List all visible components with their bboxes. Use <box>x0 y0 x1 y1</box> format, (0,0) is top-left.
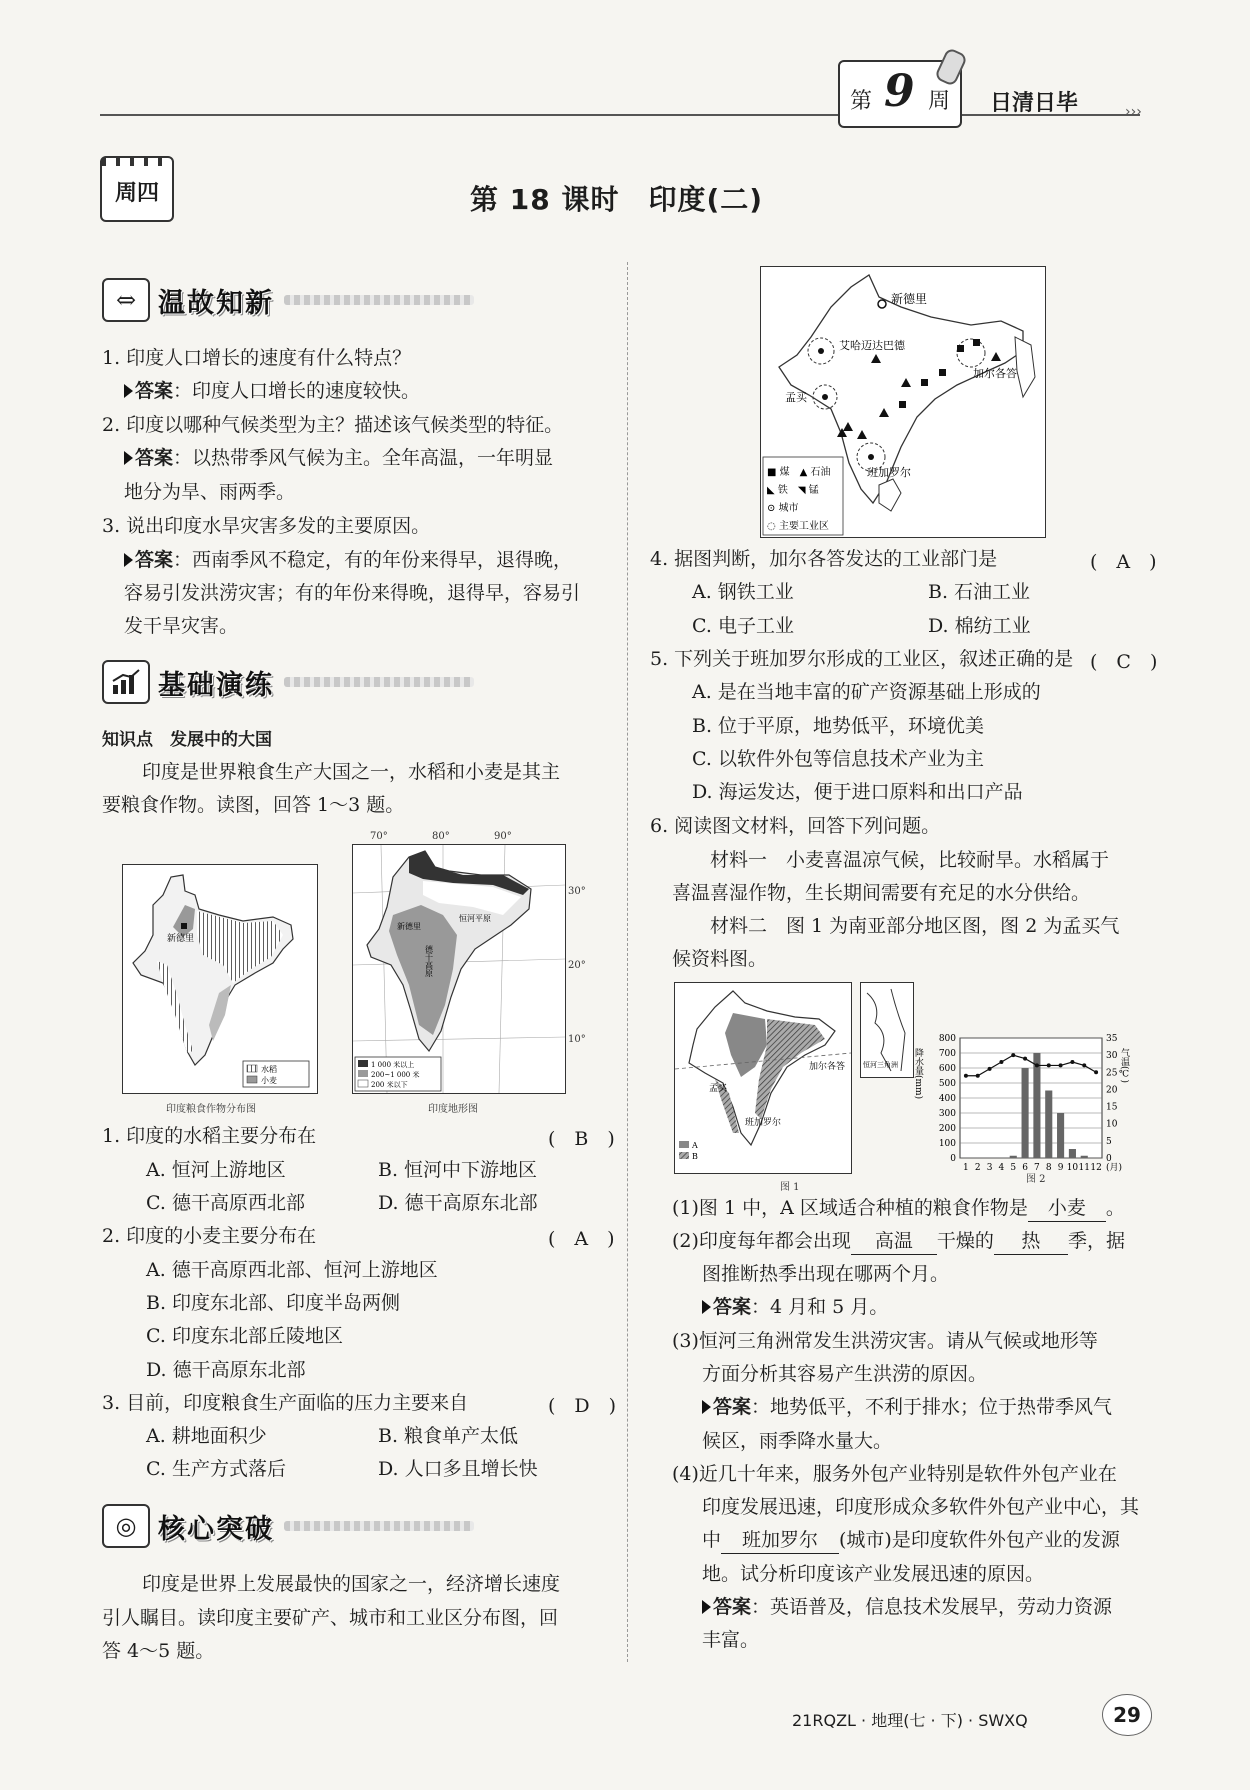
week-number: 9 <box>884 66 915 117</box>
lat-10: 10° <box>568 1034 586 1045</box>
q6-answer-4: 答案：英语普及，信息技术发展早，劳动力资源 <box>702 1595 1112 1620</box>
answer-paren-4: ( A ) <box>1090 551 1157 573</box>
core-intro: 印度是世界上发展最快的国家之一，经济增长速度 <box>142 1573 561 1595</box>
blank-crop: 小麦 <box>1028 1196 1106 1222</box>
legend-iron-manganese: ◣ 铁 ◥ 锰 <box>767 485 819 496</box>
section-core-title: 核心突破 <box>158 1513 274 1545</box>
answer-paren-3: ( D ) <box>548 1395 617 1417</box>
q6-answer-3-cont: 候区，雨季降水量大。 <box>702 1430 893 1452</box>
q6-answer-3: 答案：地势低平，不利于排水；位于热带季风气 <box>702 1395 1112 1420</box>
temperature-point <box>1023 1057 1027 1061</box>
question-4: 4. 据图判断，加尔各答发达的工业部门是 <box>650 548 998 570</box>
x-tick-label: 7 <box>1034 1163 1040 1173</box>
y-left-tick-label: 400 <box>938 1094 956 1104</box>
city-ahmedabad: 艾哈迈达巴德 <box>839 339 905 352</box>
y-left-tick-label: 700 <box>938 1049 956 1059</box>
option-5b: B. 位于平原，地势低平，环境优美 <box>692 715 985 737</box>
temperature-point <box>1059 1063 1063 1067</box>
city-mumbai: 孟买 <box>785 391 807 404</box>
city-newdelhi: 新德里 <box>891 292 928 306</box>
page-number: 29 <box>1102 1694 1152 1736</box>
option-1a: A. 恒河上游地区 <box>146 1159 286 1181</box>
section-review-header <box>102 278 474 322</box>
q6-answer-4-cont: 丰富。 <box>702 1629 760 1651</box>
x-tick-label: 10 <box>1066 1163 1079 1173</box>
y-left-tick-label: 500 <box>938 1079 956 1089</box>
city-bangalore: 班加罗尔 <box>867 466 911 479</box>
y-left-tick-label: 100 <box>938 1139 956 1149</box>
section-basic-title: 基础演练 <box>158 669 274 701</box>
city-newdelhi-icon <box>878 300 886 308</box>
map1-city-label: 新德里 <box>167 934 195 944</box>
legend-mid: 200~1 000 米 <box>371 1071 420 1079</box>
review-answer-2: 答案：以热带季风气候为主。全年高温，一年明显 <box>124 446 553 471</box>
option-5c: C. 以软件外包等信息技术产业为主 <box>692 748 984 770</box>
blank-hot: 高温 <box>851 1229 937 1255</box>
legend-high: 1 000 米以上 <box>371 1061 415 1069</box>
precip-bar <box>1010 1156 1017 1158</box>
material-2-cont: 候资料图。 <box>672 948 768 970</box>
basic-intro: 印度是世界粮食生产大国之一，水稻和小麦是其主 <box>142 761 561 783</box>
lon-90: 90° <box>494 831 512 842</box>
q6-answer-2: 答案：4 月和 5 月。 <box>702 1295 888 1320</box>
terrain-map <box>352 844 566 1094</box>
lat-30: 30° <box>568 886 586 897</box>
option-1b: B. 恒河中下游地区 <box>378 1159 538 1181</box>
temperature-point <box>1047 1063 1051 1067</box>
x-tick-label: 9 <box>1057 1163 1064 1173</box>
review-answer-3-cont2: 发干旱灾害。 <box>124 615 239 637</box>
fig1-legend-a: A <box>692 1141 698 1150</box>
review-answer-3-cont: 容易引发洪涝灾害；有的年份来得晚，退得早，容易引 <box>124 582 581 604</box>
lon-80: 80° <box>432 831 450 842</box>
legend-wheat: 小麦 <box>261 1076 277 1085</box>
option-1d: D. 德干高原东北部 <box>378 1192 538 1214</box>
map2-plateau-label: 德干高原 <box>424 945 434 977</box>
option-5a: A. 是在当地丰富的矿产资源基础上形成的 <box>692 681 1041 703</box>
lesson-title: 第 18 课时 印度(二) <box>470 183 764 216</box>
q6-part-4-blank: 中 班加罗尔 (城市)是印度软件外包产业的发源 <box>702 1528 1120 1554</box>
section-review-title: 温故知新 <box>158 287 274 319</box>
y-left-axis-label: 降水量(mm) <box>913 1048 923 1100</box>
fig1-city-mumbai: 孟买 <box>709 1084 728 1094</box>
industry-map <box>760 266 1046 538</box>
y-right-tick-label: 0 <box>1106 1154 1112 1164</box>
temperature-point <box>1094 1070 1098 1074</box>
precip-bar <box>1022 1068 1029 1158</box>
option-2a: A. 德干高原西北部、恒河上游地区 <box>146 1259 438 1281</box>
blank-city: 班加罗尔 <box>721 1528 839 1554</box>
section-basic-header <box>102 660 474 704</box>
temperature-point <box>1070 1060 1074 1064</box>
option-3d: D. 人口多且增长快 <box>378 1458 538 1480</box>
review-answer-3: 答案：西南季风不稳定，有的年份来得早，退得晚， <box>124 548 572 573</box>
material-1: 材料一 小麦喜温凉气候，比较耐旱。水稻属于 <box>710 849 1110 871</box>
map2-city-label: 新德里 <box>397 922 421 931</box>
blank-season: 热 <box>994 1229 1068 1255</box>
x-tick-label: 3 <box>986 1163 993 1173</box>
temperature-point <box>964 1074 968 1078</box>
fig1-inset-label: 恒河三角洲 <box>863 1061 898 1069</box>
x-tick-label: 6 <box>1022 1163 1028 1173</box>
double-arrow-icon: ⇔ <box>102 278 150 322</box>
q6-part-2: (2)印度每年都会出现 高温 干燥的 热 季，据 <box>672 1229 1125 1255</box>
option-1c: C. 德干高原西北部 <box>146 1192 305 1214</box>
fig1-city-bangalore: 班加罗尔 <box>745 1118 782 1128</box>
x-tick-label: 4 <box>998 1163 1005 1173</box>
slogan: 日清日毕 <box>990 91 1079 116</box>
legend-coal-oil: ■ 煤 ▲ 石油 <box>767 467 831 478</box>
x-axis-label: (月) <box>1106 1163 1123 1173</box>
option-4d: D. 棉纺工业 <box>928 615 1031 637</box>
q6-part-4: (4)近几十年来，服务外包产业特别是软件外包产业在 <box>672 1463 1117 1485</box>
week-suffix: 周 <box>928 89 951 114</box>
y-right-tick-label: 10 <box>1106 1119 1118 1130</box>
review-answer-1: 答案：印度人口增长的速度较快。 <box>124 379 420 404</box>
fig1-caption: 图 1 <box>780 1182 800 1193</box>
y-left-tick-label: 800 <box>938 1034 956 1044</box>
basic-question-3: 3. 目前，印度粮食生产面临的压力主要来自 <box>102 1392 469 1414</box>
q6-part-4-cont2: 地。试分析印度该产业发展迅速的原因。 <box>702 1563 1045 1585</box>
temperature-point <box>988 1067 992 1071</box>
y-left-tick-label: 600 <box>938 1064 956 1074</box>
temperature-point <box>1011 1053 1015 1057</box>
legend-rice: 水稻 <box>261 1065 277 1074</box>
day-badge-text: 周四 <box>114 181 159 206</box>
review-question-3: 3. 说出印度水旱灾害多发的主要原因。 <box>102 515 431 537</box>
map2-plain-label: 恒河平原 <box>459 914 491 923</box>
q6-part-2-cont: 图推断热季出现在哪两个月。 <box>702 1263 950 1285</box>
question-6: 6. 阅读图文材料，回答下列问题。 <box>650 815 941 837</box>
y-left-tick-label: 0 <box>950 1154 956 1164</box>
x-tick-label: 12 <box>1090 1163 1102 1173</box>
option-4a: A. 钢铁工业 <box>692 581 794 603</box>
figure-2-chart <box>912 1030 1130 1180</box>
basic-intro-cont: 要粮食作物。读图，回答 1～3 题。 <box>102 794 405 816</box>
lat-20: 20° <box>568 960 586 971</box>
option-4c: C. 电子工业 <box>692 615 794 637</box>
y-left-tick-label: 300 <box>938 1109 956 1119</box>
precip-bar <box>1045 1091 1052 1159</box>
core-intro-cont: 引人瞩目。读印度主要矿产、城市和工业区分布图，回 <box>102 1607 559 1629</box>
city-marker-icon <box>181 923 187 929</box>
answer-paren-2: ( A ) <box>548 1228 615 1250</box>
y-right-tick-label: 35 <box>1106 1034 1118 1044</box>
core-intro-cont2: 答 4～5 题。 <box>102 1640 215 1662</box>
y-right-tick-label: 5 <box>1106 1136 1112 1147</box>
option-5d: D. 海运发达，便于进口原料和出口产品 <box>692 781 1023 803</box>
q6-part-3-cont: 方面分析其容易产生洪涝的原因。 <box>702 1363 988 1385</box>
q6-part-1: (1)图 1 中，A 区域适合种植的粮食作物是 小麦 。 <box>672 1196 1125 1222</box>
review-question-2: 2. 印度以哪种气候类型为主？描述该气候类型的特征。 <box>102 414 564 436</box>
x-tick-label: 8 <box>1045 1163 1052 1173</box>
map1-caption: 印度粮食作物分布图 <box>166 1104 256 1115</box>
target-icon: ◎ <box>102 1504 150 1548</box>
lon-70: 70° <box>370 831 388 842</box>
city-kolkata: 加尔各答 <box>973 367 1017 380</box>
x-tick-label: 11 <box>1078 1163 1090 1173</box>
precip-bar <box>1057 1113 1064 1158</box>
column-divider <box>627 262 628 1662</box>
option-2b: B. 印度东北部、印度半岛两侧 <box>146 1292 401 1314</box>
day-badge <box>100 156 174 222</box>
legend-industrial-zone: ◌ 主要工业区 <box>767 521 829 532</box>
temperature-point <box>1035 1063 1039 1067</box>
y-right-axis-label: 气温(℃) <box>1119 1048 1129 1084</box>
y-right-tick-label: 30 <box>1106 1051 1118 1062</box>
header-rule <box>100 114 1140 116</box>
knowledge-point: 知识点 发展中的大国 <box>102 730 272 750</box>
map2-caption: 印度地形图 <box>428 1104 478 1115</box>
material-2: 材料二 图 1 为南亚部分地区图，图 2 为孟买气 <box>710 915 1120 937</box>
answer-paren-1: ( B ) <box>548 1128 615 1150</box>
legend-city: ⊙ 城市 <box>767 503 799 514</box>
temperature-point <box>1082 1063 1086 1067</box>
fig1-legend-b: B <box>692 1152 698 1161</box>
answer-paren-5: ( C ) <box>1090 651 1158 673</box>
option-4b: B. 石油工业 <box>928 581 1031 603</box>
precip-bar <box>1081 1156 1088 1158</box>
x-tick-label: 5 <box>1010 1163 1017 1173</box>
bar-chart-icon <box>102 660 150 704</box>
option-2d: D. 德干高原东北部 <box>146 1359 306 1381</box>
x-tick-label: 2 <box>974 1163 981 1173</box>
q6-part-3: (3)恒河三角洲常发生洪涝灾害。请从气候或地形等 <box>672 1330 1098 1352</box>
x-tick-label: 1 <box>963 1163 969 1173</box>
precip-bar <box>1069 1149 1076 1158</box>
footer-code: 21RQZL · 地理(七 · 下) · SWXQ <box>792 1711 1028 1730</box>
option-3b: B. 粮食单产太低 <box>378 1425 519 1447</box>
arrow-right-icon: ››› <box>1125 104 1142 120</box>
y-right-tick-label: 20 <box>1106 1085 1118 1096</box>
legend-low: 200 米以下 <box>371 1081 408 1089</box>
week-prefix: 第 <box>850 89 873 114</box>
fig1-city-kolkata: 加尔各答 <box>809 1062 846 1072</box>
review-question-1: 1. 印度人口增长的速度有什么特点？ <box>102 347 412 369</box>
section-core-header <box>102 1504 474 1548</box>
option-3c: C. 生产方式落后 <box>146 1458 286 1480</box>
figure-1-inset <box>860 982 914 1078</box>
y-right-tick-label: 15 <box>1106 1102 1118 1113</box>
y-right-tick-label: 25 <box>1106 1068 1118 1079</box>
temperature-point <box>999 1060 1003 1064</box>
option-3a: A. 耕地面积少 <box>146 1425 267 1447</box>
material-1-cont: 喜温喜湿作物，生长期间需要有充足的水分供给。 <box>672 882 1091 904</box>
basic-question-1: 1. 印度的水稻主要分布在 <box>102 1125 317 1147</box>
y-left-tick-label: 200 <box>938 1124 956 1134</box>
figure-1-map <box>674 982 852 1174</box>
precip-bar <box>1033 1053 1040 1158</box>
option-2c: C. 印度东北部丘陵地区 <box>146 1325 343 1347</box>
question-5: 5. 下列关于班加罗尔形成的工业区，叙述正确的是 <box>650 648 1074 670</box>
q6-part-4-cont: 印度发展迅速，印度形成众多软件外包产业中心，其 <box>702 1496 1140 1518</box>
review-answer-2-cont: 地分为旱、雨两季。 <box>124 481 296 503</box>
basic-question-2: 2. 印度的小麦主要分布在 <box>102 1225 317 1247</box>
crop-distribution-map <box>122 864 318 1094</box>
temperature-point <box>976 1074 980 1078</box>
fig2-caption: 图 2 <box>1026 1174 1046 1185</box>
